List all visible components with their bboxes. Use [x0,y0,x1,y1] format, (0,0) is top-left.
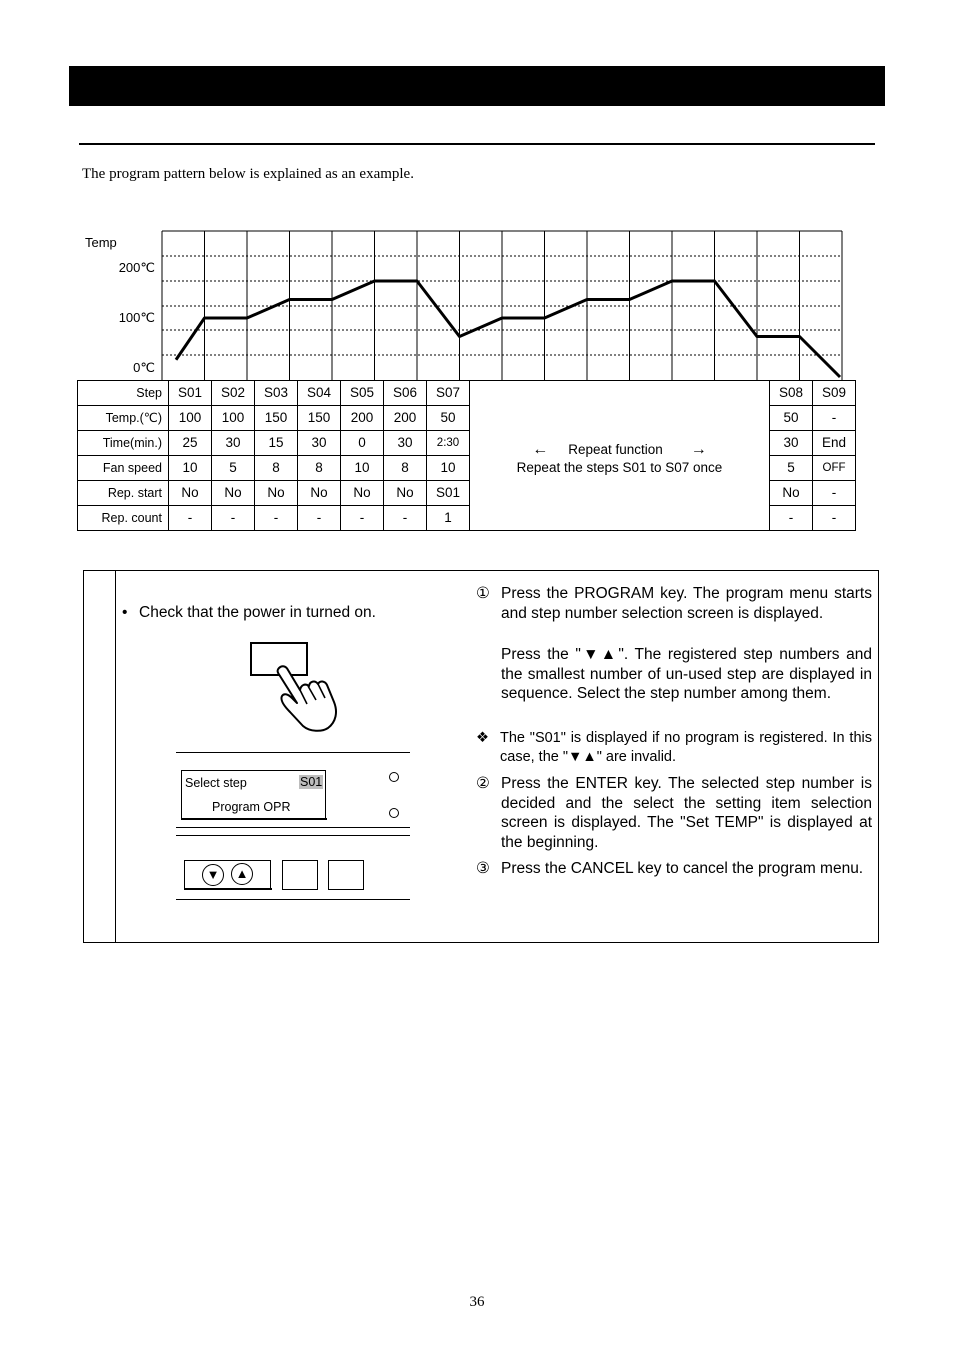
table-cell: 5 [770,456,813,481]
table-cell: OFF [813,456,856,481]
table-cell: No [770,481,813,506]
table-cell: S09 [813,381,856,406]
table-cell: S03 [255,381,298,406]
row-label: Fan speed [78,456,169,481]
table-cell: - [770,506,813,531]
table-cell: 100 [169,406,212,431]
arrow-keys-shadow [184,888,272,890]
step-3 [476,859,872,879]
procedure-column-divider [115,570,116,943]
note [476,729,872,767]
note-symbol-icon: ❖ [476,730,489,746]
lcd-step-value: S01 [300,775,323,789]
table-cell: End [813,431,856,456]
enter-key[interactable] [282,860,318,890]
table-cell: 15 [255,431,298,456]
row-label: Step [78,381,169,406]
program-table [77,380,856,531]
pointing-hand-icon [270,660,340,732]
down-arrow-key[interactable]: ▼ [202,864,224,886]
step-number: ③ [476,860,490,877]
row-label: Temp.(℃) [78,406,169,431]
table-cell: 30 [770,431,813,456]
table-cell: 30 [298,431,341,456]
table-cell: No [212,481,255,506]
table-cell: S02 [212,381,255,406]
table-cell: 25 [169,431,212,456]
table-cell: 200 [384,406,427,431]
y-tick-label: 200℃ [118,260,155,275]
table-cell: S07 [427,381,470,406]
panel-line-mid1 [176,827,410,828]
y-axis-label: Temp [85,235,117,250]
table-cell: - [813,481,856,506]
table-cell: 1 [427,506,470,531]
repeat-function-title: Repeat function [568,441,663,457]
row-label: Time(min.) [78,431,169,456]
table-cell: 5 [212,456,255,481]
intro-text: The program pattern below is explained as an example. [82,166,414,182]
check-power-note [122,604,376,622]
step-text: Press the "▼▲". The registered step numbers and the smallest number of un-used step are displayed in sequence. Select the step number among them. [501,646,872,702]
table-cell: S04 [298,381,341,406]
table-cell: - [255,506,298,531]
table-cell: - [341,506,384,531]
table-cell: S01 [427,481,470,506]
temperature-program-chart [0,0,954,400]
table-cell: 10 [341,456,384,481]
table-cell: No [169,481,212,506]
table-cell: S01 [169,381,212,406]
y-tick-label: 100℃ [118,310,155,325]
page-number: 36 [469,1294,485,1310]
table-cell: 150 [255,406,298,431]
panel-line-mid2 [176,835,410,836]
step-text: Press the PROGRAM key. The program menu starts and step number selection screen is displayed. [501,585,872,622]
table-cell: 200 [341,406,384,431]
table-cell: - [384,506,427,531]
row-label: Rep. start [78,481,169,506]
left-arrow-icon: ← [532,440,549,458]
step-number: ① [476,585,490,602]
lcd-display [181,770,326,819]
table-cell: - [298,506,341,531]
bullet: • [122,604,128,621]
step-text: Press the CANCEL key to cancel the program menu. [501,860,864,877]
table-cell: No [255,481,298,506]
table-cell: S06 [384,381,427,406]
step-1-continued [476,645,872,704]
right-arrow-icon: → [690,440,707,458]
table-row [78,381,856,406]
table-cell: No [298,481,341,506]
check-power-text: Check that the power in turned on. [139,604,376,621]
table-cell: 10 [427,456,470,481]
table-cell: 0 [341,431,384,456]
table-cell: 8 [255,456,298,481]
table-cell: S08 [770,381,813,406]
step-number: ② [476,775,490,792]
table-cell: 8 [298,456,341,481]
table-cell: - [813,406,856,431]
table-cell: 100 [212,406,255,431]
up-arrow-key[interactable]: ▲ [231,863,253,885]
repeat-function-cell [470,381,770,531]
lcd-program-label: Program OPR [212,800,291,814]
arrow-keys-group [184,860,271,890]
panel-line-bottom [176,899,410,900]
table-cell: 8 [384,456,427,481]
table-cell: - [813,506,856,531]
temperature-profile-line [176,281,840,377]
lamp-indicator-lower [389,808,399,818]
table-cell: 50 [427,406,470,431]
repeat-function-desc: Repeat the steps S01 to S07 once [516,459,723,475]
row-label: Rep. count [78,506,169,531]
table-cell: 2:30 [427,431,470,456]
cancel-key[interactable] [328,860,364,890]
table-cell: 30 [384,431,427,456]
note-text: The "S01" is displayed if no program is registered. In this case, the "▼▲" are invalid. [500,730,872,765]
step-text: Press the ENTER key. The selected step number is decided and the select the setting item selection screen is displayed. The "Set TEMP" is displayed at the beginning. [501,775,872,851]
lamp-indicator-upper [389,772,399,782]
table-cell: - [212,506,255,531]
table-cell: 50 [770,406,813,431]
step-2 [476,774,872,852]
step-1 [476,584,872,623]
table-cell: S05 [341,381,384,406]
table-cell: 150 [298,406,341,431]
table-cell: 10 [169,456,212,481]
panel-line-top [176,752,410,753]
y-tick-label: 0℃ [133,360,155,375]
table-cell: No [384,481,427,506]
lcd-shadow [181,818,327,820]
lcd-select-step-label: Select step [185,776,247,790]
table-cell: - [169,506,212,531]
table-cell: 30 [212,431,255,456]
table-cell: No [341,481,384,506]
